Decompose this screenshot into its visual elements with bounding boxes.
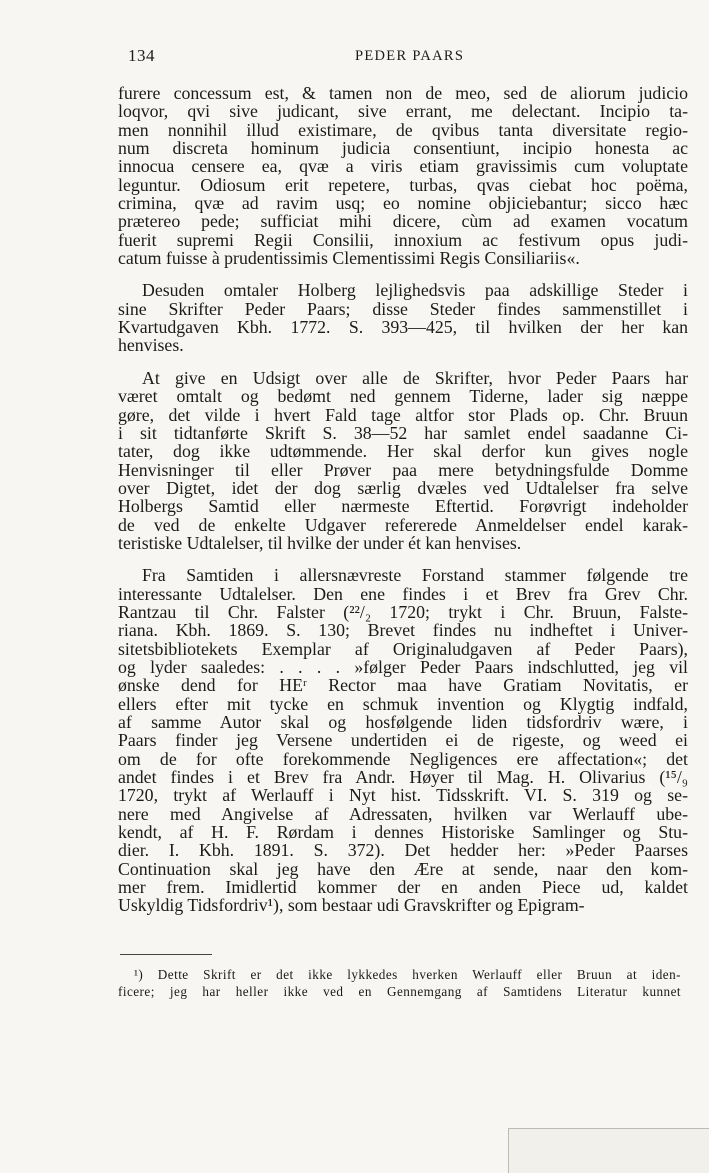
text-line: Paars finder jeg Versene undertiden ei de rigeste, og weed ei (118, 730, 688, 751)
text-line: Holbergs Samtid eller nærmeste Eftertid. Forøvrigt indeholder (118, 496, 688, 517)
footnote-rule (120, 954, 212, 955)
text-line: Desuden omtaler Holberg lejlighedsvis paa adskillige Steder i (142, 280, 688, 301)
text-line: fuerit supremi Regii Consilii, innoxium ac festivum opus judi- (118, 229, 688, 250)
text-line: catum fuisse à prudentissimis Clementissimi Regis Consiliariis«. (118, 248, 580, 269)
footnote-line: ¹) Dette Skrift er det ikke lykkedes hverken Werlauff eller Bruun at iden- (134, 967, 681, 982)
paragraph (118, 566, 688, 915)
page-number: 134 (128, 46, 155, 65)
text-line: Uskyldig Tidsfordriv¹), som bestaar udi Gravskrifter og Epigram- (118, 895, 585, 916)
text-line: riana. Kbh. 1869. S. 130; Brevet findes nu indheftet i Univer- (118, 620, 688, 641)
text-line: sitetsbibliotekets Exemplar af Originaludgaven af Peder Paars), (118, 638, 688, 659)
text-line: furere concessum est, & tamen non de meo, sed de aliorum judicio (118, 83, 688, 103)
text-line: mer frem. Imidlertid kommer der en anden Piece ud, kaldet (118, 877, 688, 898)
text-line: prætereo pede; sufficiat mihi dicere, cùm ad examen vocatum (118, 211, 688, 232)
text-line: de ved de enkelte Udgaver refererede Anmeldelser endel karak- (118, 514, 688, 535)
text-line: At give en Udsigt over alle de Skrifter, hvor Peder Paars har (142, 367, 688, 388)
text-line: innocua censere ea, qvæ a viris etiam gravissimis cum voluptate (118, 156, 688, 177)
text-line: over Digtet, idet der dog særlig dvæles ved Udtalelser fra selve (118, 477, 688, 498)
text-line: Henvisninger til eller Prøver paa mere betydningsfulde Domme (118, 459, 688, 480)
text-line: Continuation skal jeg have den Ære at sende, naar den kom- (118, 858, 688, 879)
page-header (128, 46, 628, 70)
paragraph (118, 84, 688, 267)
text-line: nere med Angivelse af Adressaten, hvilken var Werlauff ube- (118, 803, 688, 824)
text-line: Fra Samtiden i allersnævreste Forstand stammer følgende tre (142, 565, 688, 586)
body-text (118, 84, 688, 929)
footnote-line: ficere; jeg har heller ikke ved en Gennemgang af Samtidens Literatur kunnet (118, 984, 681, 999)
text-line: ønske dend for HEʳ Rector maa have Gratiam Novitatis, er (118, 675, 688, 696)
text-line: af samme Autor skal og hosfølgende liden tidsfordriv wære, i (118, 712, 688, 732)
scan-edge (508, 1128, 709, 1173)
text-line: sine Skrifter Peder Paars; disse Steder findes sammenstillet i (118, 298, 688, 319)
text-line: andet findes i et Brev fra Andr. Høyer til Mag. H. Olivarius (¹⁵/₉ (118, 767, 688, 788)
text-line: teristiske Udtalelser, til hvilke der under ét kan henvises. (118, 532, 522, 553)
text-line: interessante Udtalelser. Den ene findes i et Brev fra Grev Chr. (118, 583, 688, 604)
text-line: loqvor, qvi sive judicant, sive errant, me delectant. Incipio ta- (118, 101, 688, 122)
text-line: i sit tidtanførte Skrift S. 38—52 har samlet endel saadanne Ci- (118, 422, 688, 443)
running-head: PEDER PAARS (355, 48, 465, 64)
text-line: været omtalt og bedømt ned gennem Tiderne, lader sig næppe (118, 386, 688, 407)
text-line: men nonnihil illud existimare, de qvibus tanta diversitate regio- (118, 119, 688, 140)
text-line: Rantzau til Chr. Falster (²²/₂ 1720; trykt i Chr. Bruun, Falste- (118, 601, 688, 622)
text-line: ellers efter mit tycke en schmuk invention og Klygtig indfald, (118, 693, 688, 714)
text-line: Kvartudgaven Kbh. 1772. S. 393—425, til hvilken der her kan (118, 317, 688, 338)
text-line: dier. I. Kbh. 1891. S. 372). Det hedder her: »Peder Paarses (118, 840, 688, 861)
text-line: num discreta hominum judicia consentiunt, incipio honesta ac (118, 138, 688, 159)
text-line: henvises. (118, 335, 184, 356)
text-line: og lyder saaledes: . . . . »følger Peder Paars indschlutted, jeg vil (118, 656, 688, 677)
text-line: tater, dog ikke udtømmende. Her skal derfor kun gives nogle (118, 441, 688, 462)
text-line: 1720, trykt af Werlauff i Nyt hist. Tidsskrift. VI. S. 319 og se- (118, 785, 688, 806)
text-line: crimina, qvæ ad ravim usq; eo nomine objiciebantur; sicco hæc (118, 193, 688, 214)
footnote (118, 966, 681, 1000)
text-line: om de for ofte forekommende Negligences ere affectation«; det (118, 748, 688, 769)
text-line: leguntur. Odiosum erit repetere, turbas, qvas ciebat hoc poëma, (118, 174, 688, 195)
text-line: kendt, af H. F. Rørdam i dennes Historiske Samlinger og Stu- (118, 822, 688, 843)
text-line: gøre, det vilde i hvert Fald tage altfor stor Plads op. Chr. Bruun (118, 404, 688, 425)
paragraph (118, 281, 688, 354)
paragraph (118, 369, 688, 552)
